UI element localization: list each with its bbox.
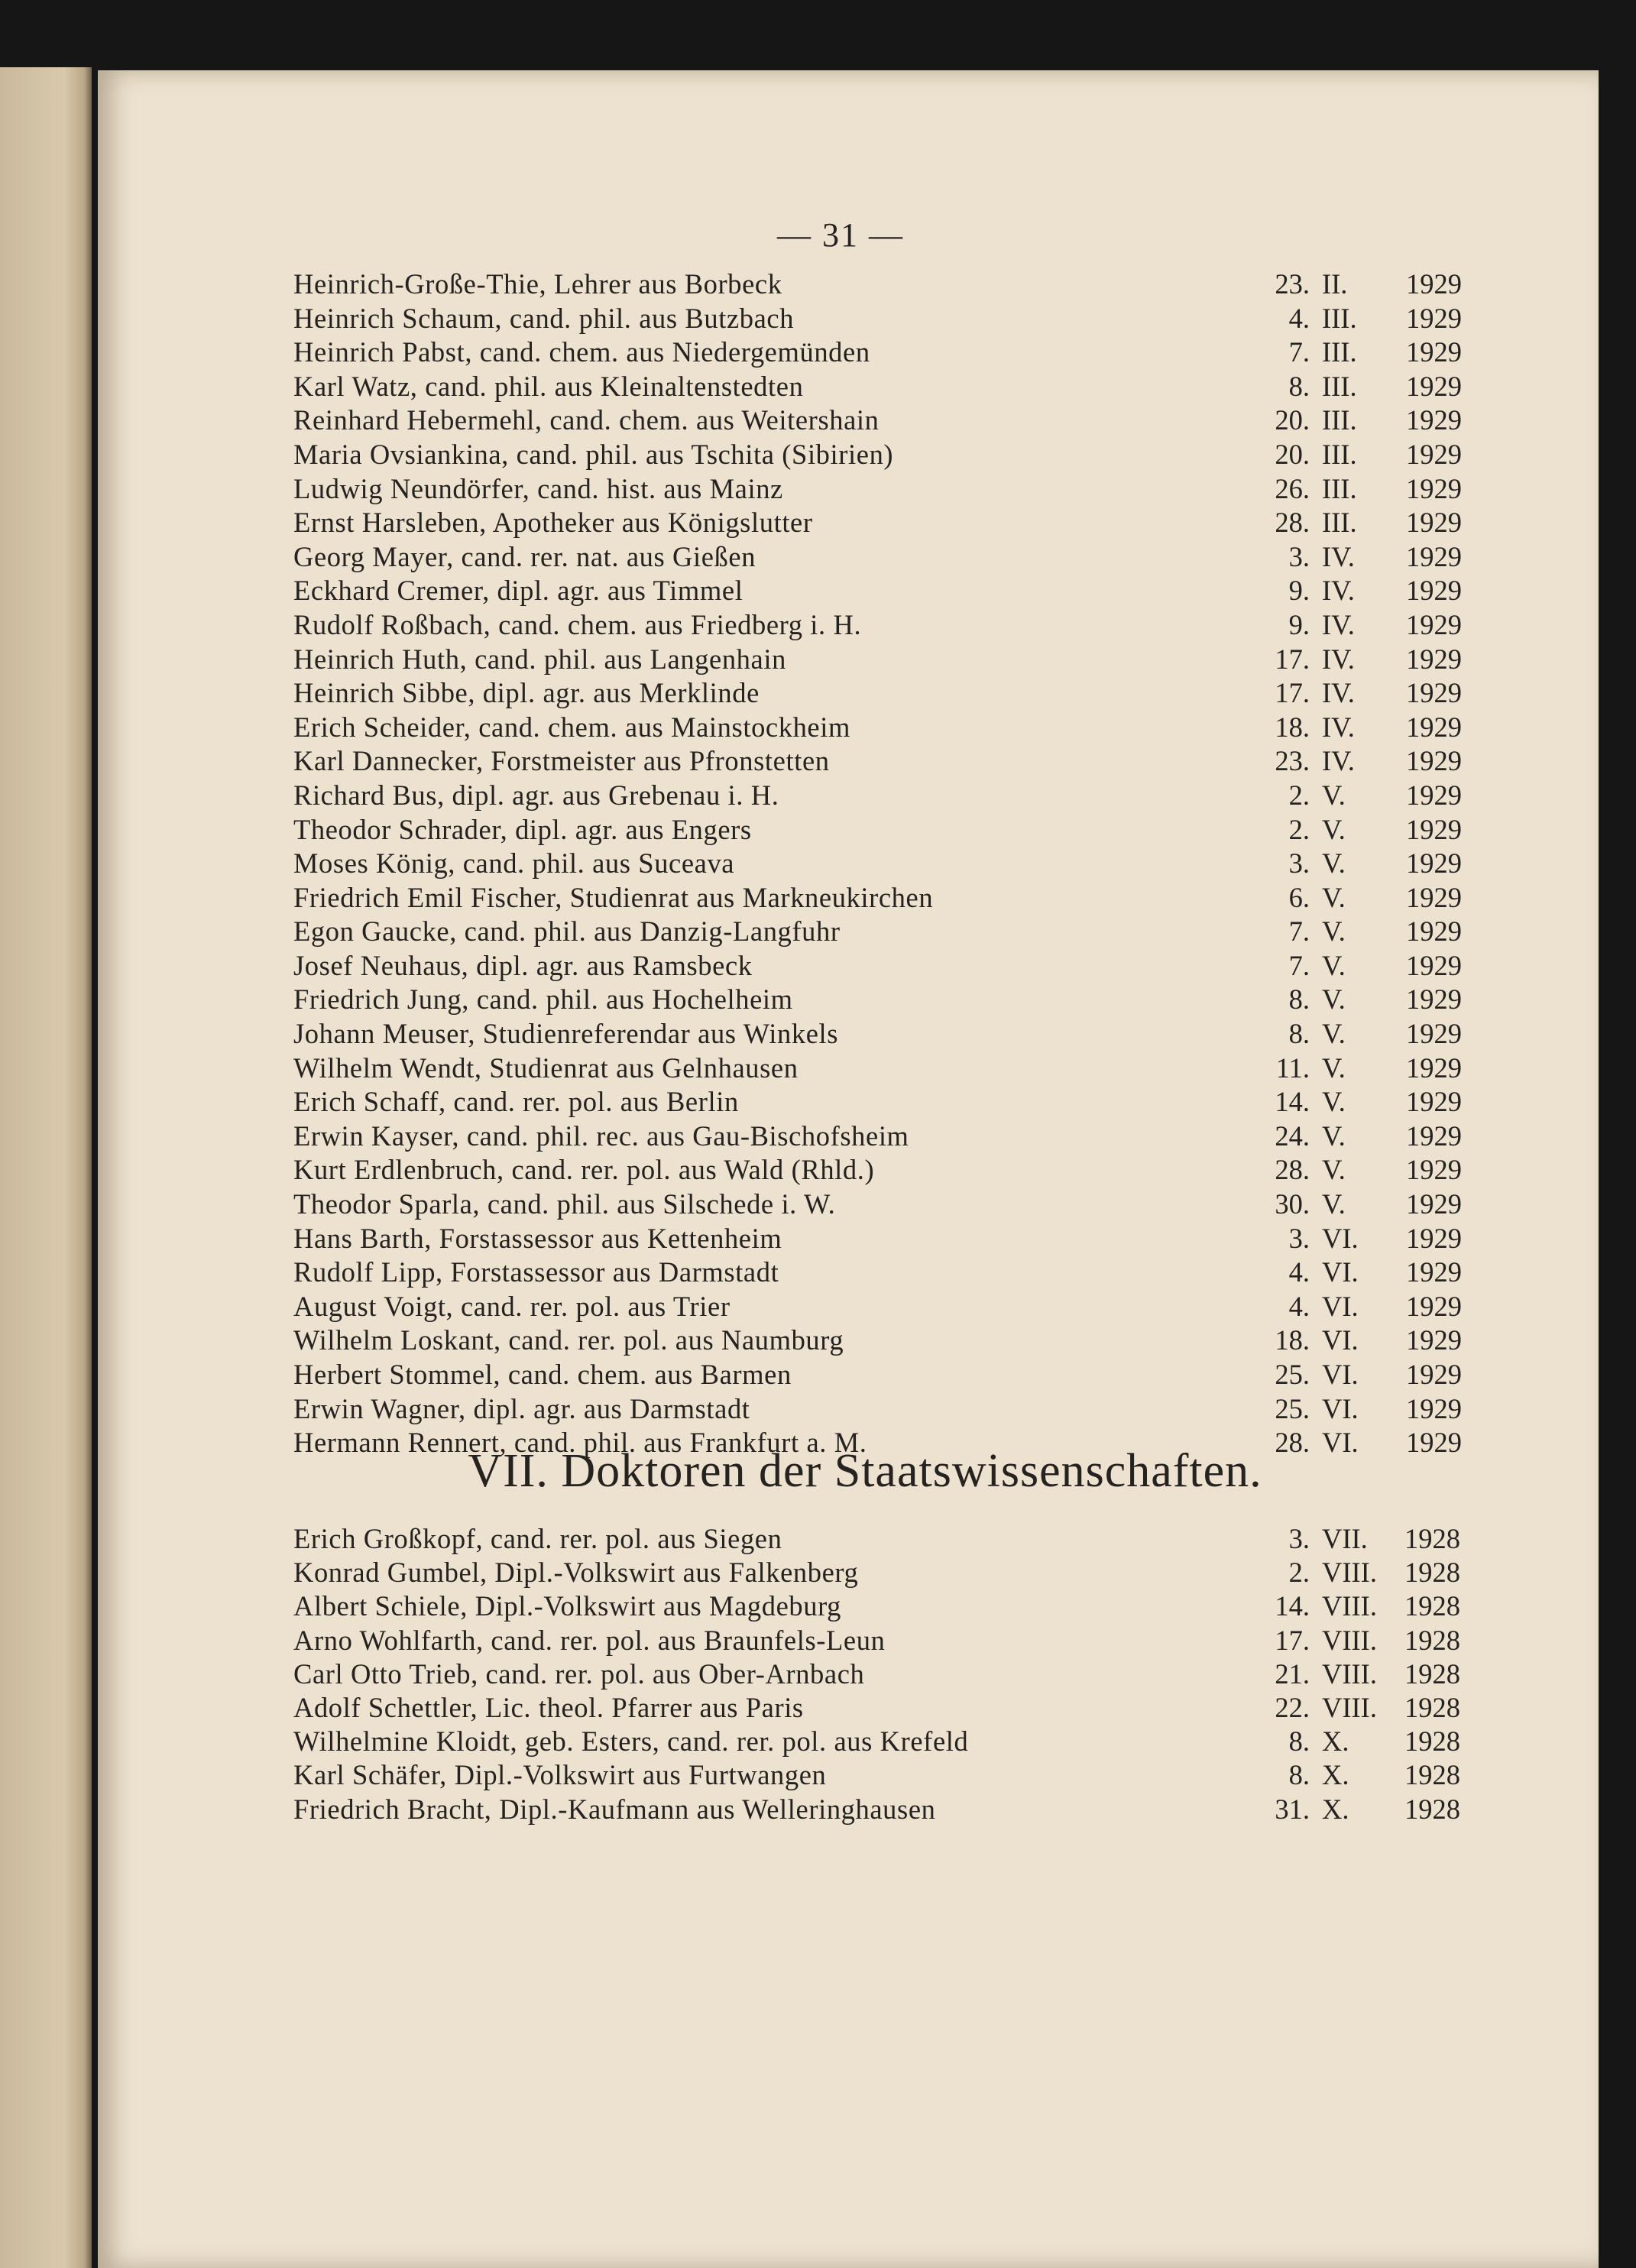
entry-day: 17. [1275, 677, 1310, 709]
entry-year: 1929 [1406, 1222, 1462, 1254]
entry-day: 28. [1275, 1154, 1310, 1186]
entry-month: V. [1322, 1188, 1346, 1220]
entry-year: 1929 [1406, 507, 1462, 539]
entry-day: 22. [1275, 1691, 1310, 1723]
entry-name: Ernst Harsleben, Apotheker aus Königslutter [293, 507, 813, 539]
entry-day: 2. [1288, 1557, 1310, 1589]
entry-year: 1929 [1406, 1359, 1462, 1390]
entry-name: Arno Wohlfarth, cand. rer. pol. aus Braunfels-Leun [293, 1624, 886, 1656]
entry-year: 1929 [1406, 949, 1462, 981]
entry-year: 1928 [1404, 1691, 1460, 1723]
entry-day: 7. [1288, 336, 1310, 368]
entry-name: Erich Schaff, cand. rer. pol. aus Berlin [293, 1086, 739, 1118]
entry-month: VIII. [1322, 1590, 1377, 1622]
entry-month: VI. [1322, 1427, 1359, 1459]
entry-day: 8. [1288, 370, 1310, 402]
entry-year: 1929 [1406, 575, 1462, 607]
entry-month: III. [1322, 507, 1357, 539]
entry-name: Josef Neuhaus, dipl. agr. aus Ramsbeck [293, 949, 753, 981]
entry-day: 20. [1275, 404, 1310, 436]
entry-name: Rudolf Roßbach, cand. chem. aus Friedberg i. H. [293, 608, 862, 640]
entry-day: 21. [1275, 1657, 1310, 1690]
entry-day: 23. [1275, 745, 1310, 777]
entry-year: 1929 [1406, 472, 1462, 504]
entry-year: 1929 [1406, 608, 1462, 640]
entry-year: 1929 [1406, 302, 1462, 334]
entry-name: Wilhelm Loskant, cand. rer. pol. aus Naumburg [293, 1324, 844, 1356]
entry-day: 24. [1275, 1119, 1310, 1152]
entry-year: 1928 [1404, 1759, 1460, 1791]
entry-year: 1928 [1404, 1523, 1460, 1554]
entry-year: 1928 [1404, 1557, 1460, 1589]
entry-year: 1928 [1404, 1657, 1460, 1690]
entry-day: 6. [1288, 881, 1310, 913]
entry-day: 4. [1288, 1256, 1310, 1288]
entry-month: X. [1322, 1725, 1349, 1758]
entry-month: V. [1322, 983, 1346, 1016]
entry-day: 7. [1288, 949, 1310, 981]
section-heading: VII. Doktoren der Staatswissenschaften. [468, 1445, 1262, 1497]
document-page [98, 70, 1599, 2268]
entry-month: VIII. [1322, 1624, 1377, 1656]
entry-year: 1928 [1404, 1624, 1460, 1656]
entry-name: Hans Barth, Forstassessor aus Kettenheim [293, 1222, 782, 1254]
entry-month: III. [1322, 438, 1357, 470]
entry-name: Hermann Rennert, cand. phil. aus Frankfurt a. M. [293, 1427, 867, 1459]
entry-name: Erwin Wagner, dipl. agr. aus Darmstadt [293, 1392, 750, 1424]
entry-month: VIII. [1322, 1557, 1377, 1589]
entry-month: V. [1322, 1018, 1346, 1050]
entry-month: X. [1322, 1793, 1349, 1825]
entry-year: 1929 [1406, 779, 1462, 811]
entry-year: 1929 [1406, 540, 1462, 572]
entry-month: V. [1322, 881, 1346, 913]
entry-day: 30. [1275, 1188, 1310, 1220]
entry-month: V. [1322, 1119, 1346, 1152]
entry-month: VII. [1322, 1523, 1368, 1554]
entry-year: 1929 [1406, 1154, 1462, 1186]
entry-name: Moses König, cand. phil. aus Suceava [293, 847, 735, 880]
entry-year: 1929 [1406, 1051, 1462, 1084]
entry-day: 8. [1288, 1759, 1310, 1791]
entry-day: 2. [1288, 813, 1310, 845]
entry-month: IV. [1322, 711, 1355, 743]
entry-year: 1929 [1406, 643, 1462, 675]
entry-year: 1929 [1406, 1188, 1462, 1220]
entry-day: 3. [1288, 540, 1310, 572]
entry-name: Kurt Erdlenbruch, cand. rer. pol. aus Wald (Rhld.) [293, 1154, 875, 1186]
entry-name: Theodor Schrader, dipl. agr. aus Engers [293, 813, 752, 845]
entry-day: 9. [1288, 575, 1310, 607]
entry-year: 1928 [1404, 1590, 1460, 1622]
entry-name: Wilhelmine Kloidt, geb. Esters, cand. rer. pol. aus Krefeld [293, 1725, 969, 1758]
entry-month: II. [1322, 268, 1348, 300]
entry-year: 1929 [1406, 915, 1462, 948]
entry-year: 1928 [1404, 1725, 1460, 1758]
entry-month: III. [1322, 302, 1357, 334]
entry-month: V. [1322, 1086, 1346, 1118]
entry-month: VI. [1322, 1256, 1359, 1288]
entry-name: Erwin Kayser, cand. phil. rec. aus Gau-Bischofsheim [293, 1119, 909, 1152]
entry-month: VI. [1322, 1359, 1359, 1390]
entry-day: 28. [1275, 1427, 1310, 1459]
entry-year: 1929 [1406, 438, 1462, 470]
page-content [98, 70, 1599, 2268]
entry-month: III. [1322, 472, 1357, 504]
entry-year: 1929 [1406, 711, 1462, 743]
entry-year: 1929 [1406, 1290, 1462, 1322]
entry-name: Richard Bus, dipl. agr. aus Grebenau i. H. [293, 779, 779, 811]
entry-name: Karl Schäfer, Dipl.-Volkswirt aus Furtwangen [293, 1759, 827, 1791]
entry-name: Heinrich Huth, cand. phil. aus Langenhain [293, 643, 786, 675]
entry-month: III. [1322, 370, 1357, 402]
entry-name: Albert Schiele, Dipl.-Volkswirt aus Magdeburg [293, 1590, 842, 1622]
entry-month: IV. [1322, 643, 1355, 675]
entry-day: 2. [1288, 779, 1310, 811]
entry-day: 8. [1288, 1018, 1310, 1050]
entry-year: 1929 [1406, 1324, 1462, 1356]
entry-name: Georg Mayer, cand. rer. nat. aus Gießen [293, 540, 756, 572]
entry-year: 1929 [1406, 881, 1462, 913]
entry-name: Carl Otto Trieb, cand. rer. pol. aus Ober-Arnbach [293, 1657, 865, 1690]
entry-name: Rudolf Lipp, Forstassessor aus Darmstadt [293, 1256, 779, 1288]
entry-day: 3. [1288, 1523, 1310, 1554]
entry-name: Adolf Schettler, Lic. theol. Pfarrer aus Paris [293, 1691, 804, 1723]
entry-year: 1929 [1406, 336, 1462, 368]
entry-name: Wilhelm Wendt, Studienrat aus Gelnhausen [293, 1051, 799, 1084]
entry-name: Heinrich Schaum, cand. phil. aus Butzbach [293, 302, 795, 334]
entry-name: Friedrich Jung, cand. phil. aus Hochelheim [293, 983, 793, 1016]
entry-name: Herbert Stommel, cand. chem. aus Barmen [293, 1359, 792, 1390]
entry-name: Johann Meuser, Studienreferendar aus Winkels [293, 1018, 839, 1050]
entry-day: 31. [1275, 1793, 1310, 1825]
entry-year: 1929 [1406, 1392, 1462, 1424]
entry-name: Karl Watz, cand. phil. aus Kleinaltenstedten [293, 370, 804, 402]
entry-month: X. [1322, 1759, 1349, 1791]
entry-year: 1929 [1406, 1018, 1462, 1050]
entry-name: Ludwig Neundörfer, cand. hist. aus Mainz [293, 472, 783, 504]
entry-month: V. [1322, 1154, 1346, 1186]
entry-day: 20. [1275, 438, 1310, 470]
entry-year: 1929 [1406, 677, 1462, 709]
entry-month: IV. [1322, 677, 1355, 709]
entry-month: VIII. [1322, 1691, 1377, 1723]
entry-day: 28. [1275, 507, 1310, 539]
entry-month: VIII. [1322, 1657, 1377, 1690]
entry-year: 1929 [1406, 404, 1462, 436]
entry-year: 1929 [1406, 745, 1462, 777]
entry-name: August Voigt, cand. rer. pol. aus Trier [293, 1290, 731, 1322]
entry-name: Heinrich Sibbe, dipl. agr. aus Merklinde [293, 677, 760, 709]
entry-year: 1929 [1406, 1119, 1462, 1152]
entry-year: 1929 [1406, 268, 1462, 300]
entry-month: V. [1322, 813, 1346, 845]
entry-day: 17. [1275, 643, 1310, 675]
entry-month: VI. [1322, 1290, 1359, 1322]
entry-month: V. [1322, 779, 1346, 811]
entry-month: IV. [1322, 608, 1355, 640]
entry-year: 1929 [1406, 1256, 1462, 1288]
page-number: — 31 — [777, 216, 904, 254]
entry-day: 25. [1275, 1392, 1310, 1424]
entry-day: 8. [1288, 983, 1310, 1016]
entry-day: 14. [1275, 1086, 1310, 1118]
entry-month: VI. [1322, 1324, 1359, 1356]
entry-day: 23. [1275, 268, 1310, 300]
entry-day: 7. [1288, 915, 1310, 948]
entry-month: III. [1322, 336, 1357, 368]
entry-name: Friedrich Bracht, Dipl.-Kaufmann aus Welleringhausen [293, 1793, 936, 1825]
entry-name: Eckhard Cremer, dipl. agr. aus Timmel [293, 575, 743, 607]
entry-year: 1929 [1406, 847, 1462, 880]
entry-day: 14. [1275, 1590, 1310, 1622]
entry-name: Friedrich Emil Fischer, Studienrat aus Markneukirchen [293, 881, 934, 913]
entry-name: Reinhard Hebermehl, cand. chem. aus Weitershain [293, 404, 880, 436]
entry-day: 4. [1288, 1290, 1310, 1322]
entry-month: V. [1322, 847, 1346, 880]
entry-month: IV. [1322, 575, 1355, 607]
entry-month: IV. [1322, 745, 1355, 777]
entry-month: VI. [1322, 1392, 1359, 1424]
entry-name: Konrad Gumbel, Dipl.-Volkswirt aus Falkenberg [293, 1557, 859, 1589]
entry-month: V. [1322, 949, 1346, 981]
entry-day: 17. [1275, 1624, 1310, 1656]
entry-day: 8. [1288, 1725, 1310, 1758]
entry-name: Theodor Sparla, cand. phil. aus Silschede i. W. [293, 1188, 836, 1220]
entry-name: Erich Scheider, cand. chem. aus Mainstockheim [293, 711, 850, 743]
entry-month: III. [1322, 404, 1357, 436]
entry-year: 1929 [1406, 1427, 1462, 1459]
entry-month: V. [1322, 1051, 1346, 1084]
entry-month: V. [1322, 915, 1346, 948]
entry-month: IV. [1322, 540, 1355, 572]
entry-month: VI. [1322, 1222, 1359, 1254]
entry-day: 26. [1275, 472, 1310, 504]
entry-day: 3. [1288, 847, 1310, 880]
entry-day: 3. [1288, 1222, 1310, 1254]
entry-day: 18. [1275, 1324, 1310, 1356]
entry-year: 1929 [1406, 813, 1462, 845]
entry-name: Erich Großkopf, cand. rer. pol. aus Siegen [293, 1523, 782, 1554]
entry-name: Maria Ovsiankina, cand. phil. aus Tschita (Sibirien) [293, 438, 894, 470]
entry-day: 4. [1288, 302, 1310, 334]
entry-year: 1929 [1406, 370, 1462, 402]
entry-day: 18. [1275, 711, 1310, 743]
entry-name: Karl Dannecker, Forstmeister aus Pfronstetten [293, 745, 830, 777]
entry-name: Heinrich Pabst, cand. chem. aus Niedergemünden [293, 336, 870, 368]
entry-day: 25. [1275, 1359, 1310, 1390]
entry-name: Heinrich-Große-Thie, Lehrer aus Borbeck [293, 268, 782, 300]
entry-day: 9. [1288, 608, 1310, 640]
entry-year: 1929 [1406, 1086, 1462, 1118]
left-page-edge [0, 67, 92, 2268]
entry-year: 1928 [1404, 1793, 1460, 1825]
entry-name: Egon Gaucke, cand. phil. aus Danzig-Langfuhr [293, 915, 841, 948]
entry-year: 1929 [1406, 983, 1462, 1016]
entry-day: 11. [1275, 1051, 1310, 1084]
